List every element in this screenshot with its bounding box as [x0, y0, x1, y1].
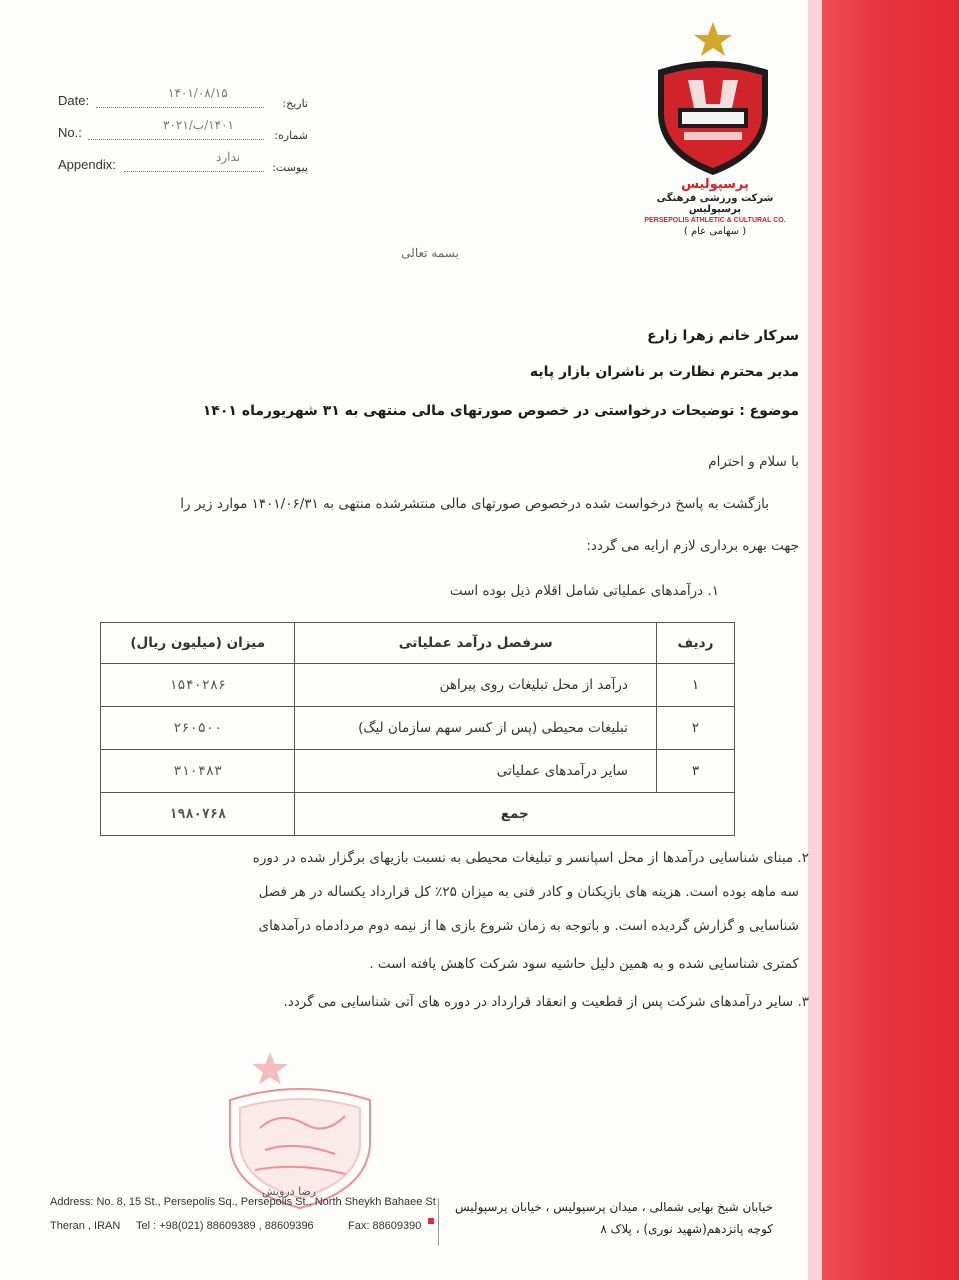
- logo-fa-company: شرکت ورزشی فرهنگی پرسپولیس: [656, 193, 774, 215]
- stamp-star-icon: [255, 1055, 285, 1082]
- footer-red-square: [428, 1218, 434, 1224]
- basmala: بسمه تعالی: [401, 246, 459, 260]
- header-row-number: ردیف: [656, 623, 734, 664]
- intro-line-1: بازگشت به پاسخ درخواست شده درخصوص صورتهای مالی منتشرشده منتهی به ۱۴۰۱/۰۶/۳۱ موارد زیر را: [180, 496, 769, 512]
- number-label-fa: شماره:: [274, 129, 308, 142]
- item-1: ۱. درآمدهای عملیاتی شامل اقلام ذیل بوده است: [449, 583, 719, 599]
- star-icon: [694, 22, 732, 56]
- red-band-edge: [808, 0, 822, 1280]
- revenue-table: [100, 622, 735, 836]
- recipient-title: مدیر محترم نظارت بر ناشران بازار پایه: [529, 364, 799, 380]
- row-number: ۳: [656, 750, 734, 793]
- appendix-row: [58, 146, 308, 176]
- table-header-row: [101, 623, 735, 664]
- footer-persian: [455, 1196, 773, 1240]
- appendix-label-fa: پیوست:: [272, 161, 308, 174]
- header-title: سرفصل درآمد عملیاتی: [295, 623, 656, 664]
- item-2-line-3: شناسایی و گزارش گردیده است. و باتوجه به زمان شروع بازی ها از نیمه دوم مردادماه درآمدهای: [258, 918, 799, 934]
- row-amount: ۲۶۰۵۰۰: [101, 707, 295, 750]
- footer-english: [50, 1196, 436, 1232]
- row-title: سایر درآمدهای عملیاتی: [295, 750, 656, 793]
- footer-fax: Fax: 88609390: [348, 1220, 422, 1232]
- greeting: با سلام و احترام: [708, 454, 799, 470]
- row-amount: ۱۵۴۰۲۸۶: [101, 664, 295, 707]
- date-row: [58, 82, 308, 112]
- signatory-name: رضا درویش: [262, 1185, 317, 1198]
- recipient-name: سرکار خانم زهرا زارع: [647, 328, 799, 344]
- number-value: ۱۴۰۱/ب/۳۰۲۱: [163, 118, 234, 132]
- date-label-en: Date:: [58, 93, 90, 108]
- table-row: [101, 750, 735, 793]
- row-title: درآمد از محل تبلیغات روی پیراهن: [295, 664, 656, 707]
- footer-city-en: Theran , IRAN: [50, 1220, 121, 1232]
- appendix-label-en: Appendix:: [58, 157, 116, 172]
- total-label: جمع: [295, 793, 735, 836]
- footer-address-en: Address: No. 8, 15 St., Persepolis Sq., Persepolis St., North Sheykh Bahaee St: [50, 1196, 436, 1208]
- footer-divider: [438, 1198, 439, 1246]
- total-amount: ۱۹۸۰۷۶۸: [101, 793, 295, 836]
- table-total-row: [101, 793, 735, 836]
- date-dots: [96, 107, 264, 108]
- footer-address-fa-2: کوچه پانزدهم(شهید نوری) ، پلاک ۸: [600, 1222, 773, 1236]
- logo-caption: [630, 177, 800, 237]
- number-row: [58, 114, 308, 144]
- appendix-value: ندارد: [216, 150, 241, 164]
- item-2-line-2: سه ماهه بوده است. هزینه های بازیکنان و کادر فنی به میزان ۲۵٪ کل قرارداد یکساله در هر فصل: [258, 884, 799, 900]
- number-dots: [88, 139, 264, 140]
- row-number: ۲: [656, 707, 734, 750]
- red-side-band: [822, 0, 959, 1280]
- date-value: ۱۴۰۱/۰۸/۱۵: [168, 86, 228, 100]
- date-label-fa: تاریخ:: [282, 97, 308, 110]
- footer-tel: Tel : +98(021) 88609389 , 88609396: [136, 1220, 314, 1232]
- subject-line: موضوع : توضیحات درخواستی در خصوص صورتهای مالی منتهی به ۳۱ شهریورماه ۱۴۰۱: [202, 403, 799, 419]
- row-title: تبلیغات محیطی (پس از کسر سهم سازمان لیگ): [295, 707, 656, 750]
- logo-fa-type: ( سهامی عام ): [683, 226, 747, 237]
- item-3: ۳. سایر درآمدهای شرکت پس از قطعیت و انعقاد قرارداد در دوره های آتی شناسایی می گردد.: [283, 994, 809, 1010]
- row-number: ۱: [656, 664, 734, 707]
- header-amount: میزان (میلیون ریال): [101, 623, 295, 664]
- logo-fa-name: پرسپولیس: [681, 177, 749, 192]
- intro-line-2: جهت بهره برداری لازم ارایه می گردد:: [586, 538, 799, 554]
- appendix-dots: [124, 171, 264, 172]
- table-row: [101, 664, 735, 707]
- item-2-line-1: ۲. مبنای شناسایی درآمدها از محل اسپانسر و تبلیغات محیطی به نسبت بازیهای برگزار شده در دوره: [252, 850, 809, 866]
- persepolis-logo: [648, 20, 778, 180]
- number-label-en: No.:: [58, 125, 82, 140]
- row-amount: ۳۱۰۴۸۳: [101, 750, 295, 793]
- logo-en-company: PERSEPOLIS ATHLETIC & CULTURAL CO.: [644, 217, 786, 224]
- item-2-line-4: کمتری شناسایی شده و به همین دلیل حاشیه سود شرکت کاهش یافته است .: [369, 956, 799, 972]
- table-row: [101, 707, 735, 750]
- footer-address-fa-1: خیابان شیخ بهایی شمالی ، میدان پرسپولیس ، خیابان پرسپولیس: [455, 1200, 773, 1214]
